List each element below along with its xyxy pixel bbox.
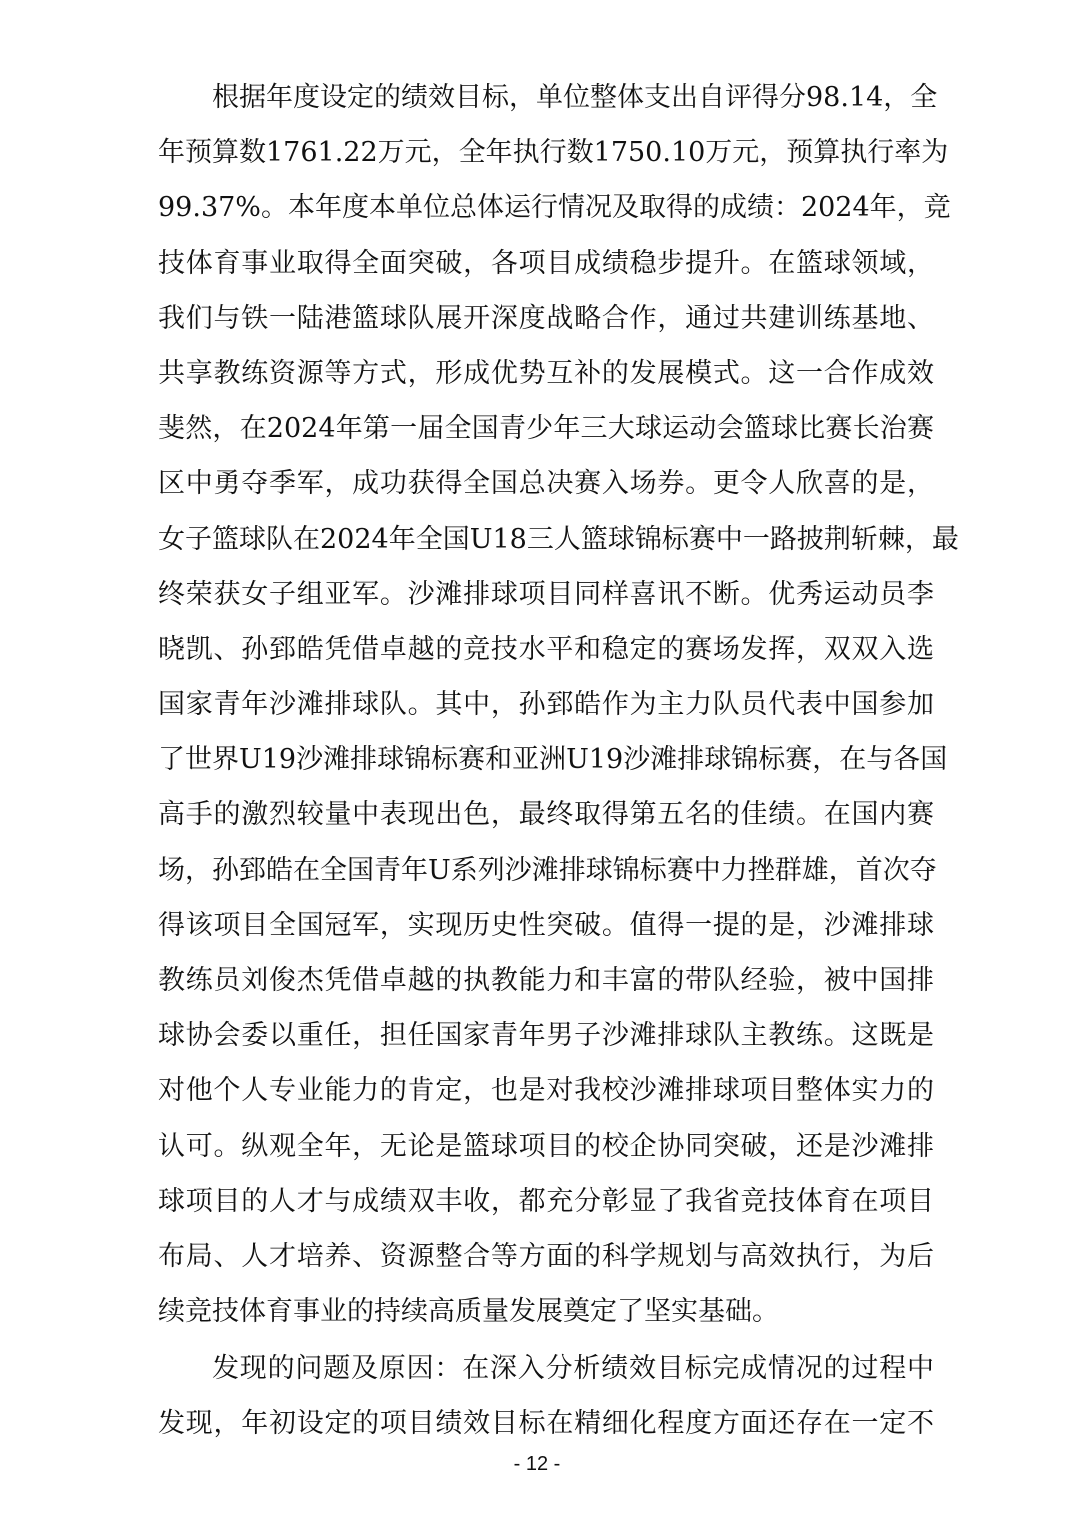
body-text bbox=[158, 70, 959, 1451]
text-line: 对他个人专业能力的肯定，也是对我校沙滩排球项目整体实力的 bbox=[158, 1075, 934, 1107]
text-line: 高手的激烈较量中表现出色，最终取得第五名的佳绩。在国内赛 bbox=[158, 799, 934, 831]
text-line: 发现，年初设定的项目绩效目标在精细化程度方面还存在一定不 bbox=[158, 1408, 934, 1439]
text-line: 我们与铁一陆港篮球队展开深度战略合作，通过共建训练基地、 bbox=[158, 302, 934, 334]
text-line: 根据年度设定的绩效目标，单位整体支出自评得分98.14，全 bbox=[212, 82, 938, 113]
text-line: 年预算数1761.22万元，全年执行数1750.10万元，预算执行率为 bbox=[158, 137, 949, 169]
text-line: 续竞技体育事业的持续高质量发展奠定了坚实基础。 bbox=[158, 1296, 779, 1328]
text-line: 晓凯、孙郅皓凭借卓越的竞技水平和稳定的赛场发挥，双双入选 bbox=[158, 633, 934, 665]
text-line: 得该项目全国冠军，实现历史性突破。值得一提的是，沙滩排球 bbox=[158, 909, 934, 941]
paragraph bbox=[158, 70, 959, 1339]
text-line: 场，孙郅皓在全国青年U系列沙滩排球锦标赛中力挫群雄，首次夺 bbox=[158, 854, 937, 886]
text-line: 99.37%。本年度本单位总体运行情况及取得的成绩：2024年，竞 bbox=[158, 192, 951, 224]
text-line: 国家青年沙滩排球队。其中，孙郅皓作为主力队员代表中国参加 bbox=[158, 689, 934, 721]
text-line: 斐然，在2024年第一届全国青少年三大球运动会篮球比赛长治赛 bbox=[158, 413, 934, 445]
text-line: 教练员刘俊杰凭借卓越的执教能力和丰富的带队经验，被中国排 bbox=[158, 965, 934, 996]
paragraph bbox=[158, 1341, 934, 1451]
text-line: 终荣获女子组亚军。沙滩排球项目同样喜讯不断。优秀运动员李 bbox=[158, 578, 934, 610]
text-line: 发现的问题及原因：在深入分析绩效目标完成情况的过程中 bbox=[212, 1352, 934, 1384]
text-line: 技体育事业取得全面突破，各项目成绩稳步提升。在篮球领域， bbox=[158, 247, 934, 279]
text-line: 共享教练资源等方式，形成优势互补的发展模式。这一合作成效 bbox=[158, 357, 934, 389]
text-line: 布局、人才培养、资源整合等方面的科学规划与高效执行，为后 bbox=[158, 1240, 934, 1272]
page-number: - 12 - bbox=[513, 1453, 561, 1475]
text-line: 了世界U19沙滩排球锦标赛和亚洲U19沙滩排球锦标赛，在与各国 bbox=[158, 744, 948, 776]
text-line: 认可。纵观全年，无论是篮球项目的校企协同突破，还是沙滩排 bbox=[158, 1130, 934, 1162]
text-line: 女子篮球队在2024年全国U18三人篮球锦标赛中一路披荆斩棘，最 bbox=[158, 523, 959, 555]
text-line: 球项目的人才与成绩双丰收，都充分彰显了我省竞技体育在项目 bbox=[158, 1185, 934, 1217]
text-line: 球协会委以重任，担任国家青年男子沙滩排球队主教练。这既是 bbox=[158, 1020, 934, 1052]
text-line: 区中勇夺季军，成功获得全国总决赛入场券。更令人欣喜的是， bbox=[158, 468, 934, 500]
